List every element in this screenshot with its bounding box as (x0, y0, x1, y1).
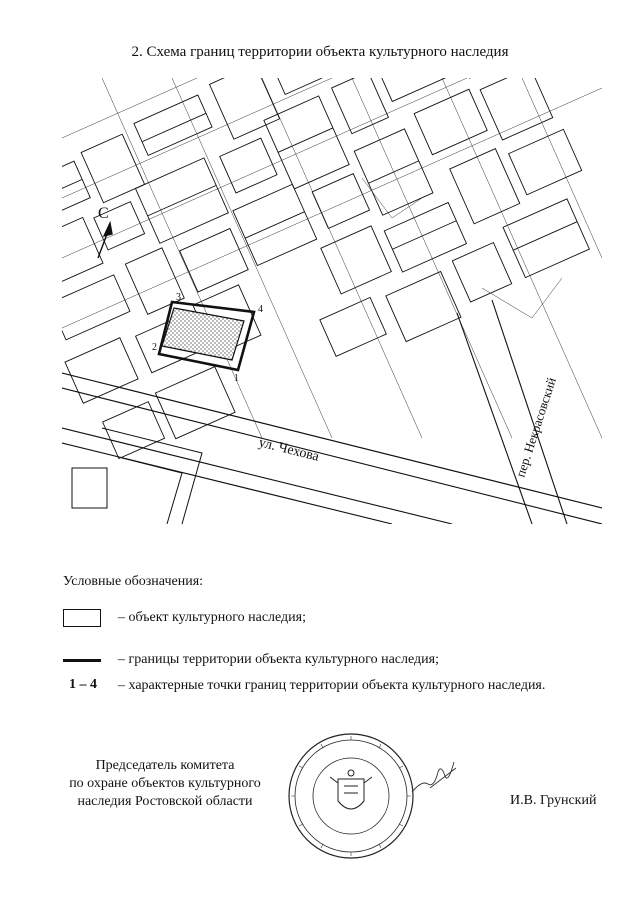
legend-box-symbol (63, 609, 101, 627)
legend-item-text: – характерные точки границ территории объекта культурного наследия. (118, 678, 546, 693)
point-label-2: 2 (152, 342, 157, 353)
signatory-position (60, 757, 270, 811)
legend-points-symbol: 1 – 4 (69, 677, 97, 692)
position-line-2: по охране объектов культурного (69, 776, 261, 791)
lower-block (72, 428, 202, 524)
position-line-3: наследия Ростовской области (77, 794, 253, 809)
street-label-nekrasovsky: пер. Некрасовский (512, 375, 559, 479)
cadastral-map (62, 78, 602, 524)
point-label-1: 1 (234, 373, 239, 384)
official-seal (286, 731, 416, 861)
legend-item-boundary (63, 651, 623, 671)
point-label-4: 4 (258, 304, 263, 315)
street-nekrasovsky (457, 300, 567, 524)
heritage-object (162, 308, 244, 360)
legend-item-object (63, 609, 623, 629)
point-label-3: 3 (176, 292, 181, 303)
north-arrow (98, 223, 112, 258)
signatory-name: И.В. Грунский (510, 793, 597, 808)
street-label-chekhova: ул. Чехова (257, 435, 321, 465)
legend-item-text: – границы территории объекта культурного наследия; (118, 652, 439, 667)
map-svg (62, 78, 602, 524)
page-title: 2. Схема границ территории объекта культурного наследия (131, 44, 509, 60)
position-line-1: Председатель комитета (95, 758, 235, 773)
building-blocks (62, 78, 602, 472)
coat-of-arms-icon (330, 770, 372, 809)
legend-title: Условные обозначения: (63, 574, 204, 589)
legend-item-text: – объект культурного наследия; (118, 610, 306, 625)
legend-item-points (63, 677, 623, 697)
handwritten-signature (410, 758, 460, 798)
north-letter: С (98, 205, 109, 222)
legend-line-symbol (63, 659, 101, 662)
